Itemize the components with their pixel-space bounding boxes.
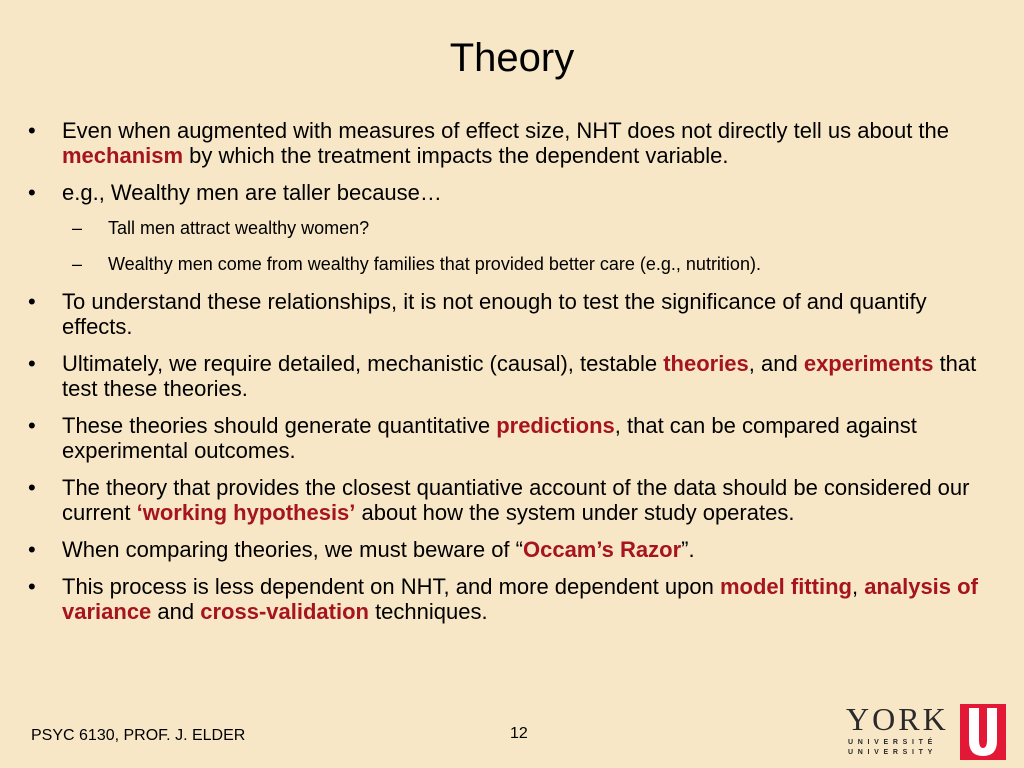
bullet-marker: •	[28, 413, 36, 438]
york-u-icon	[960, 704, 1006, 760]
bullet-text: about how the system under study operates.	[355, 500, 795, 525]
bullet-text: and	[151, 599, 201, 624]
bullet-point	[28, 180, 998, 205]
bullet-text: Even when augmented with measures of effect size, NHT does not directly tell us about the	[62, 118, 950, 143]
sub-bullet-text: Tall men attract wealthy women?	[108, 218, 370, 238]
highlighted-term: theories	[663, 351, 749, 376]
highlighted-term: Occam’s Razor	[522, 537, 682, 562]
highlighted-term: experiments	[803, 351, 934, 376]
logo-line-english: UNIVERSITY	[848, 749, 938, 756]
bullet-marker: •	[28, 118, 36, 143]
highlighted-term: analysis of variance	[62, 574, 978, 624]
bullet-point	[28, 289, 998, 339]
bullet-text: , that can be compared against experimental outcomes.	[62, 413, 917, 463]
bullet-point	[28, 413, 998, 463]
bullet-text: Ultimately, we require detailed, mechanistic (causal), testable	[62, 351, 664, 376]
sub-bullet-text: Wealthy men come from wealthy families that provided better care (e.g., nutrition).	[108, 254, 761, 274]
page-number: 12	[510, 725, 528, 742]
bullet-text: ,	[851, 574, 865, 599]
bullet-text: techniques.	[368, 599, 488, 624]
logo-line-french: UNIVERSITÉ	[848, 739, 938, 746]
bullet-text: This process is less dependent on NHT, and more dependent upon	[62, 574, 720, 599]
bullet-text: , and	[748, 351, 804, 376]
dash-marker: –	[72, 254, 83, 274]
bullet-marker: •	[28, 537, 36, 562]
york-university-logo	[846, 702, 1008, 760]
highlighted-term: model fitting	[719, 574, 852, 599]
highlighted-term: mechanism	[62, 143, 184, 168]
sub-bullet-point	[28, 253, 998, 275]
highlighted-term: ‘working hypothesis’	[136, 500, 356, 525]
slide-title: Theory	[449, 36, 575, 80]
bullet-marker: •	[28, 180, 36, 205]
bullet-point	[28, 351, 998, 401]
bullet-text: e.g., Wealthy men are taller because…	[62, 180, 442, 205]
highlighted-term: cross-validation	[200, 599, 369, 624]
sub-bullet-point	[28, 217, 998, 239]
logo-wordmark: YORK	[846, 701, 949, 737]
footer-course: PSYC 6130, PROF. J. ELDER	[31, 727, 246, 744]
bullet-point	[28, 475, 998, 525]
dash-marker: –	[72, 218, 83, 238]
slide-body	[28, 118, 998, 636]
bullet-point	[28, 574, 998, 624]
bullet-text: by which the treatment impacts the dependent variable.	[183, 143, 729, 168]
bullet-marker: •	[28, 475, 36, 500]
bullet-marker: •	[28, 289, 36, 314]
bullet-marker: •	[28, 574, 36, 599]
bullet-text: The theory that provides the closest quantiative account of the data should be considered our current	[62, 475, 970, 525]
bullet-marker: •	[28, 351, 36, 376]
bullet-text: When comparing theories, we must beware of “	[62, 537, 523, 562]
bullet-text: These theories should generate quantitative	[62, 413, 497, 438]
bullet-text: To understand these relationships, it is not enough to test the significance of and quantify effects.	[62, 289, 927, 339]
bullet-text: that test these theories.	[62, 351, 977, 401]
bullet-point	[28, 118, 998, 168]
bullet-text: ”.	[681, 537, 695, 562]
highlighted-term: predictions	[496, 413, 615, 438]
bullet-point	[28, 537, 998, 562]
